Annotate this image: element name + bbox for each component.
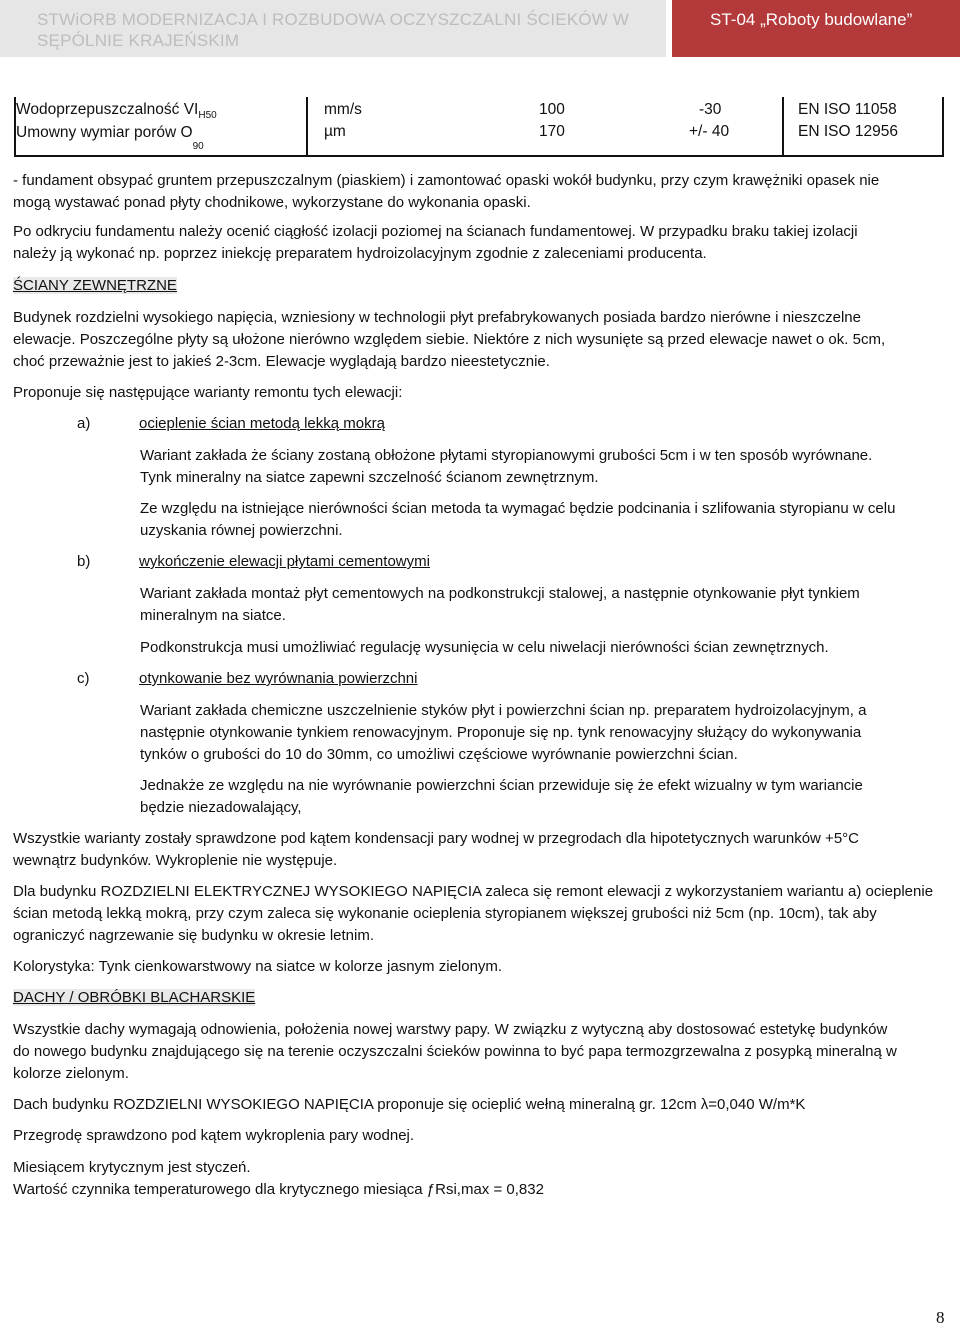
text-line: należy ją wykonać np. poprzez iniekcję preparatem hydroizolacyjnym zgodnie z zaleceniami producenta.: [13, 245, 707, 262]
text-line: Jednakże ze względu na nie wyrównanie powierzchni ścian przewiduje się że efekt wizualny w tym wariancie: [140, 777, 863, 794]
paragraph-condensation-check: [13, 828, 949, 872]
heading-text: ŚCIANY ZEWNĘTRZNE: [13, 277, 177, 294]
page-header: [0, 0, 960, 57]
property-tolerance: +/- 40: [689, 123, 730, 140]
text-line: elewacje. Poszczególne płyty są ułożone nierówno względem siebie. Niektóre z nich wysunięte są przed elewacje nawet o ok. 5cm,: [13, 331, 886, 348]
paragraph-insulation: [13, 221, 949, 265]
property-tolerance: -30: [699, 101, 722, 118]
text-line: - fundament obsypać gruntem przepuszczalnym (piaskiem) i zamontować opaski wokół budynku, przy czym krawężniki opasek nie: [13, 172, 880, 189]
variant-c-note: [140, 775, 948, 819]
text-line: Przegrodę sprawdzono pod kątem wykroplenia pary wodnej.: [13, 1127, 415, 1144]
text-line: wewnątrz budynków. Wykroplenie nie występuje.: [13, 852, 338, 869]
text-line: Wartość czynnika temperaturowego dla krytycznego miesiąca ƒRsi,max = 0,832: [13, 1181, 544, 1198]
text-line: Proponuje się następujące warianty remontu tych elewacji:: [13, 384, 403, 401]
text-line: choć przeważnie jest to jakieś 2-3cm. Elewacje wyglądają bardzo nieestetycznie.: [13, 353, 550, 370]
paragraph-building-description: [13, 307, 949, 373]
text-line: uzyskania równej powierzchni.: [140, 522, 343, 539]
property-value: 100: [539, 101, 565, 118]
property-unit: mm/s: [324, 101, 362, 118]
text-line: Budynek rozdzielni wysokiego napięcia, wzniesiony w technologii płyt prefabrykowanych posiada bardzo nierówne i nieszczelne: [13, 309, 861, 326]
text-line: Tynk mineralny na siatce zapewni szczelność ścianom zewnętrznym.: [140, 469, 599, 486]
property-subscript: 90: [192, 141, 204, 153]
property-name-text: Wodoprzepuszczalność VI: [16, 101, 199, 118]
variant-b-description: [140, 583, 948, 627]
paragraph-foundation: [13, 170, 949, 214]
variant-a-letter: a): [77, 415, 91, 432]
text-line: mineralnym na siatce.: [140, 607, 286, 624]
variant-b-note: [140, 637, 948, 659]
variant-c-description: [140, 700, 948, 766]
paragraph-variants-intro: [13, 382, 402, 404]
variant-a-description: [140, 445, 948, 489]
text-line: Dach budynku ROZDZIELNI WYSOKIEGO NAPIĘCIA proponuje się ocieplić wełną mineralną gr. 12cm λ=0,040 W/m*K: [13, 1096, 806, 1113]
property-name-text: Umowny wymiar porów O: [16, 124, 193, 141]
properties-table: [14, 97, 944, 157]
variant-a-note: [140, 498, 948, 542]
text-line: będzie niezadowalający,: [140, 799, 302, 816]
paragraph-recommendation: [13, 881, 949, 947]
page-number: 8: [936, 1308, 945, 1327]
text-line: Miesiącem krytycznym jest styczeń.: [13, 1159, 251, 1176]
variant-title-text: otynkowanie bez wyrównania powierzchni: [139, 670, 418, 687]
paragraph-colour-scheme: [13, 956, 502, 978]
text-line: Kolorystyka: Tynk cienkowarstwowy na siatce w kolorze jasnym zielonym.: [13, 958, 503, 975]
text-line: Wszystkie dachy wymagają odnowienia, położenia nowej warstwy papy. W związku z wytyczną aby dostosować estetykę budynków: [13, 1021, 888, 1038]
spec-code: ST-04 „Roboty budowlane”: [672, 0, 960, 57]
text-line: następnie otynkowanie tynkiem renowacyjnym. Proponuje się np. tynk renowacyjny służący do wykonywania: [140, 724, 862, 741]
table-divider: [306, 97, 308, 155]
variant-b-letter: b): [77, 553, 91, 570]
document-title-line2: SĘPÓLNIE KRAJEŃSKIM: [37, 31, 240, 50]
text-line: mogą wystawać ponad płyty chodnikowe, wykorzystane do wykonania opaski.: [13, 194, 531, 211]
variant-c-letter: c): [77, 670, 90, 687]
paragraph-critical-month: [13, 1157, 544, 1201]
text-line: Ze względu na istniejące nierówności ścian metoda ta wymagać będzie podcinania i szlifowania styropianu w celu: [140, 500, 896, 517]
property-standard: EN ISO 12956: [798, 123, 898, 140]
text-line: Dla budynku ROZDZIELNI ELEKTRYCZNEJ WYSOKIEGO NAPIĘCIA zaleca się remont elewacji z wykorzystaniem wariantu a) ocieplenie: [13, 883, 934, 900]
variant-b-title: [139, 551, 430, 573]
text-line: do nowego budynku znajdującego się na terenie oczyszczalni ścieków powinna to być papa termozgrzewalna z posypką mineralną w: [13, 1043, 897, 1060]
variant-c-title: [139, 668, 417, 690]
text-line: Wariant zakłada chemiczne uszczelnienie styków płyt i powierzchni ścian np. preparatem hydroizolacyjnym, a: [140, 702, 867, 719]
property-name: [16, 122, 204, 153]
variant-a-title: [139, 413, 385, 435]
paragraph-roofs: [13, 1019, 949, 1085]
document-title-line1: STWiORB MODERNIZACJA I ROZBUDOWA OCZYSZCZALNI ŚCIEKÓW W: [37, 10, 630, 29]
text-line: Wariant zakłada że ściany zostaną obłożone płytami styropianowymi grubości 5cm i w ten sposób wyrównane.: [140, 447, 873, 464]
text-line: Po odkryciu fundamentu należy ocenić ciągłość izolacji poziomej na ścianach fundamentowej. W przypadku braku takiej izolacji: [13, 223, 858, 240]
text-line: ograniczyć nagrzewanie się budynku w okresie letnim.: [13, 927, 375, 944]
text-line: Wszystkie warianty zostały sprawdzone pod kątem kondensacji pary wodnej w przegrodach dla hipotetycznych warunków +5°C: [13, 830, 859, 847]
property-standard: EN ISO 11058: [798, 101, 897, 118]
heading-external-walls: [13, 275, 177, 297]
paragraph-roof-insulation: [13, 1094, 805, 1116]
variant-title-text: ocieplenie ścian metodą lekką mokrą: [139, 415, 385, 432]
text-line: kolorze zielonym.: [13, 1065, 129, 1082]
variant-title-text: wykończenie elewacji płytami cementowymi: [139, 553, 430, 570]
property-value: 170: [539, 123, 565, 140]
heading-text: DACHY / OBRÓBKI BLACHARSKIE: [13, 989, 256, 1006]
paragraph-roof-condensation: [13, 1125, 414, 1147]
property-unit: µm: [324, 123, 346, 140]
text-line: ścian metodą lekką mokrą, przy czym zaleca się wykonanie ocieplenia styropianem większej grubości niż 5cm (np. 10cm), tak aby: [13, 905, 877, 922]
table-divider: [782, 97, 784, 155]
text-line: Wariant zakłada montaż płyt cementowych na podkonstrukcji stalowej, a następnie otynkowanie płyt tynkiem: [140, 585, 860, 602]
heading-roofs: [13, 987, 255, 1009]
document-title: [0, 0, 666, 57]
text-line: tynków o grubości do 10 do 30mm, co umożliwi częściowe wyrównanie powierzchni ścian.: [140, 746, 738, 763]
property-subscript: H50: [198, 110, 217, 122]
text-line: Podkonstrukcja musi umożliwiać regulację wysunięcia w celu niwelacji nierówności ścian zewnętrznych.: [140, 639, 829, 656]
